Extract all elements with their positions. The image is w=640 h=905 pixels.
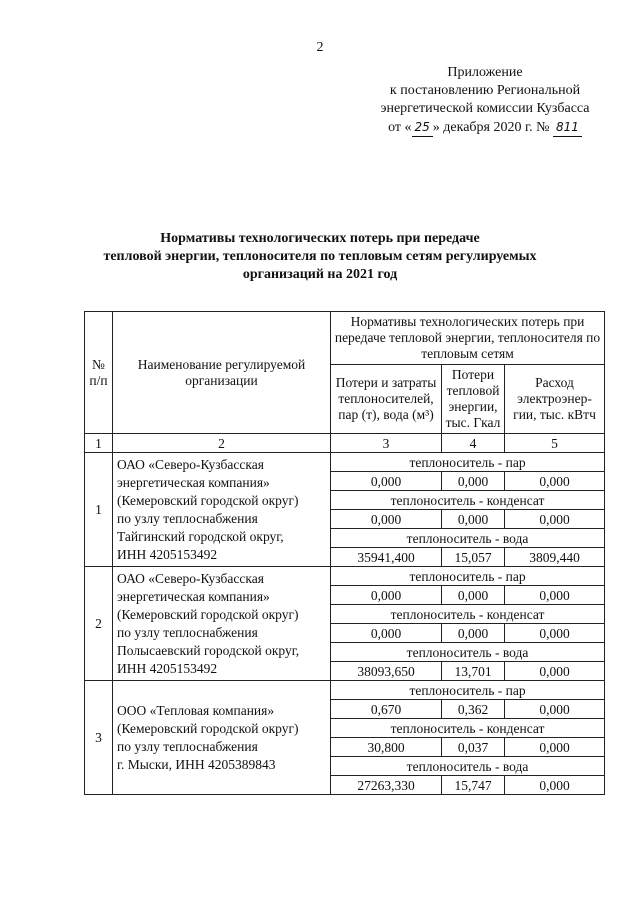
water-value: 35941,400 — [331, 548, 442, 567]
organization-line: ИНН 4205153492 — [117, 660, 218, 676]
water-value: 3809,440 — [505, 548, 605, 567]
row-index: 1 — [85, 453, 113, 567]
header-norms-group: Нормативы технологических потерь при передаче тепловой энергии, теплоносителя по тепловым сетям — [331, 312, 605, 365]
column-number: 5 — [505, 434, 605, 453]
carrier-water-label: теплоноситель - вода — [331, 529, 605, 548]
steam-value: 0,000 — [331, 472, 442, 491]
condensate-value: 0,000 — [331, 510, 442, 529]
document-title — [90, 230, 550, 284]
organization-line: по узлу теплоснабжения — [117, 624, 258, 640]
condensate-value: 0,037 — [442, 738, 505, 757]
header-losses-carrier: Потери и затраты теплоносителей, пар (т), вода (м³) — [331, 365, 442, 434]
column-number: 4 — [442, 434, 505, 453]
condensate-value: 0,000 — [442, 510, 505, 529]
steam-value: 0,000 — [505, 472, 605, 491]
organization-cell — [113, 567, 331, 681]
water-value: 38093,650 — [331, 662, 442, 681]
carrier-steam-label: теплоноситель - пар — [331, 567, 605, 586]
organization-line: ИНН 4205153492 — [117, 546, 218, 562]
condensate-value: 0,000 — [505, 738, 605, 757]
organization-line: (Кемеровский городской округ) — [117, 606, 299, 622]
appendix-title: Приложение — [447, 65, 523, 80]
column-number: 3 — [331, 434, 442, 453]
organization-line: ООО «Тепловая компания» — [117, 702, 275, 718]
water-value: 0,000 — [505, 662, 605, 681]
organization-line: энергетическая компания» — [117, 588, 270, 604]
organization-line: ОАО «Северо-Кузбасская — [117, 570, 264, 586]
organization-line: по узлу теплоснабжения — [117, 738, 258, 754]
steam-value: 0,000 — [442, 472, 505, 491]
norms-table — [84, 311, 605, 795]
steam-value: 0,000 — [442, 586, 505, 605]
date-day: 25 — [412, 118, 433, 137]
organization-line: Полысаевский городской округ, — [117, 642, 300, 658]
header-losses-heat: Потери тепловой энергии, тыс. Гкал — [442, 365, 505, 434]
organization-cell — [113, 681, 331, 795]
appendix-authority: энергетической комиссии Кузбасса — [380, 101, 590, 116]
steam-value: 0,000 — [331, 586, 442, 605]
row-index: 3 — [85, 681, 113, 795]
appendix-block — [360, 64, 610, 137]
water-value: 13,701 — [442, 662, 505, 681]
water-value: 15,057 — [442, 548, 505, 567]
carrier-condensate-label: теплоноситель - конденсат — [331, 491, 605, 510]
date-suffix: » декабря 2020 г. № — [432, 120, 550, 135]
organization-line: энергетическая компания» — [117, 474, 270, 490]
condensate-value: 0,000 — [505, 510, 605, 529]
title-line-3: организаций на 2021 год — [242, 267, 398, 282]
header-index: № п/п — [85, 312, 113, 434]
organization-cell — [113, 453, 331, 567]
table-row — [85, 681, 605, 700]
carrier-steam-label: теплоноситель - пар — [331, 681, 605, 700]
organization-line: (Кемеровский городской округ) — [117, 720, 299, 736]
organization-line: ОАО «Северо-Кузбасская — [117, 456, 264, 472]
header-organization: Наименование регулируемой организации — [113, 312, 331, 434]
appendix-date-line — [360, 118, 610, 137]
table-row — [85, 567, 605, 586]
steam-value: 0,670 — [331, 700, 442, 719]
steam-value: 0,362 — [442, 700, 505, 719]
header-electricity: Расход электроэнер-гии, тыс. кВтч — [505, 365, 605, 434]
table-row — [85, 453, 605, 472]
column-number: 1 — [85, 434, 113, 453]
organization-line: г. Мыски, ИНН 4205389843 — [117, 756, 276, 772]
document-number: 811 — [553, 118, 582, 137]
appendix-ref: к постановлению Региональной — [389, 83, 581, 98]
condensate-value: 0,000 — [331, 624, 442, 643]
water-value: 0,000 — [505, 776, 605, 795]
steam-value: 0,000 — [505, 700, 605, 719]
condensate-value: 0,000 — [442, 624, 505, 643]
title-line-2: тепловой энергии, теплоносителя по тепловым сетям регулируемых — [103, 249, 537, 264]
page-number: 2 — [316, 40, 324, 55]
organization-line: (Кемеровский городской округ) — [117, 492, 299, 508]
title-line-1: Нормативы технологических потерь при передаче — [160, 231, 480, 246]
condensate-value: 0,000 — [505, 624, 605, 643]
carrier-steam-label: теплоноситель - пар — [331, 453, 605, 472]
water-value: 15,747 — [442, 776, 505, 795]
steam-value: 0,000 — [505, 586, 605, 605]
carrier-condensate-label: теплоноситель - конденсат — [331, 719, 605, 738]
organization-line: по узлу теплоснабжения — [117, 510, 258, 526]
organization-line: Тайгинский городской округ, — [117, 528, 284, 544]
row-index: 2 — [85, 567, 113, 681]
water-value: 27263,330 — [331, 776, 442, 795]
carrier-condensate-label: теплоноситель - конденсат — [331, 605, 605, 624]
column-number: 2 — [113, 434, 331, 453]
carrier-water-label: теплоноситель - вода — [331, 643, 605, 662]
date-prefix: от « — [388, 120, 412, 135]
condensate-value: 30,800 — [331, 738, 442, 757]
carrier-water-label: теплоноситель - вода — [331, 757, 605, 776]
